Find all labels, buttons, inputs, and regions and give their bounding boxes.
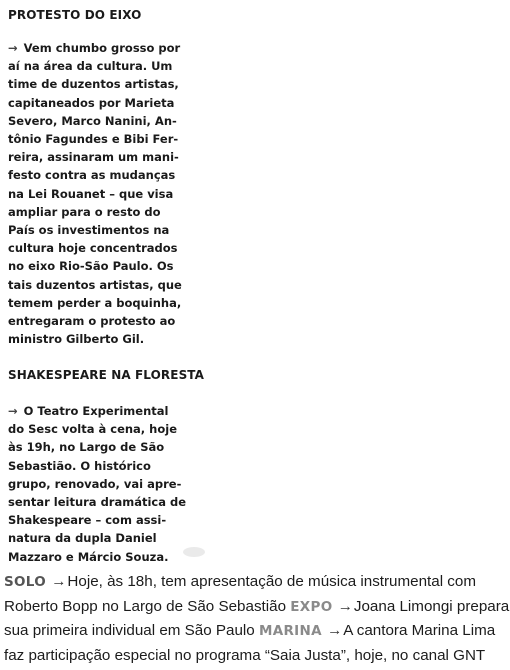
text-line: grupo, renovado, vai apre- xyxy=(8,476,182,491)
arrow-right-icon: → xyxy=(337,597,353,615)
article-protesto-body xyxy=(8,39,208,348)
text-line: aí na área da cultura. Um xyxy=(8,59,173,74)
tag-marina: MARINA xyxy=(258,623,322,639)
strip-text: sua primeira individual em São Paulo xyxy=(4,622,255,639)
strip-text: Roberto Bopp no Largo de São Sebastião xyxy=(4,597,287,615)
text-line: → Vem chumbo grosso por xyxy=(8,41,181,55)
text-line: reira, assinaram um mani- xyxy=(8,150,179,165)
arrow-right-icon: → xyxy=(327,622,343,639)
strip-text: Joana Limongi prepara xyxy=(353,597,510,615)
headline-protesto: PROTESTO DO EIXO xyxy=(8,8,142,22)
text-line: Shakespeare – com assi- xyxy=(8,513,167,528)
text-line: natura da dupla Daniel xyxy=(8,531,157,546)
strip-text: A cantora Marina Lima xyxy=(343,622,496,639)
text-line: ministro Gilberto Gil. xyxy=(8,332,145,347)
strip-row xyxy=(4,570,508,595)
strip-row xyxy=(4,644,508,669)
text-line: time de duzentos artistas, xyxy=(8,77,179,92)
text-line: temem perder a boquinha, xyxy=(8,295,182,310)
arrow-right-icon: → xyxy=(8,404,18,418)
strip-text: faz participação especial no programa “Saia Justa”, hoje, no canal GNT xyxy=(4,646,486,664)
text-line: às 19h, no Largo de São xyxy=(8,440,165,455)
text-line: ampliar para o resto do xyxy=(8,204,161,219)
article-protesto-text xyxy=(8,39,208,348)
text-line: País os investimentos na xyxy=(8,223,170,238)
tag-solo: SOLO xyxy=(4,574,46,590)
strip-text: Hoje, às 18h, tem apresentação de música instrumental com xyxy=(67,573,477,590)
text-line: → O Teatro Experimental xyxy=(8,404,169,418)
article-shakespeare-body xyxy=(8,402,208,566)
tag-expo: EXPO xyxy=(290,598,333,615)
text-line: na Lei Rouanet – que visa xyxy=(8,186,174,201)
article-shakespeare-text xyxy=(8,402,208,566)
section-shakespeare xyxy=(8,368,208,382)
section-protesto xyxy=(8,8,208,22)
text-line: do Sesc volta à cena, hoje xyxy=(8,422,178,437)
text-line: festo contra as mudanças xyxy=(8,168,176,183)
text-line: Mazzaro e Márcio Souza. xyxy=(8,549,169,564)
text-line: cultura hoje concentrados xyxy=(8,241,178,256)
text-line: capitaneados por Marieta xyxy=(8,95,175,110)
print-smudge xyxy=(183,547,205,557)
text-line: sentar leitura dramática de xyxy=(8,495,187,510)
notes-strip xyxy=(4,570,508,668)
strip-row xyxy=(4,595,508,620)
arrow-right-icon: → xyxy=(8,41,18,55)
text-line: Sebastião. O histórico xyxy=(8,458,151,473)
text-line: entregaram o protesto ao xyxy=(8,314,176,329)
headline-shakespeare: SHAKESPEARE NA FLORESTA xyxy=(8,368,205,382)
text-line: tais duzentos artistas, que xyxy=(8,277,182,292)
text-line: tônio Fagundes e Bibi Fer- xyxy=(8,132,179,147)
strip-row xyxy=(4,619,508,644)
text-line: Severo, Marco Nanini, An- xyxy=(8,113,177,128)
arrow-right-icon: → xyxy=(51,573,67,590)
text-line: no eixo Rio-São Paulo. Os xyxy=(8,259,174,274)
